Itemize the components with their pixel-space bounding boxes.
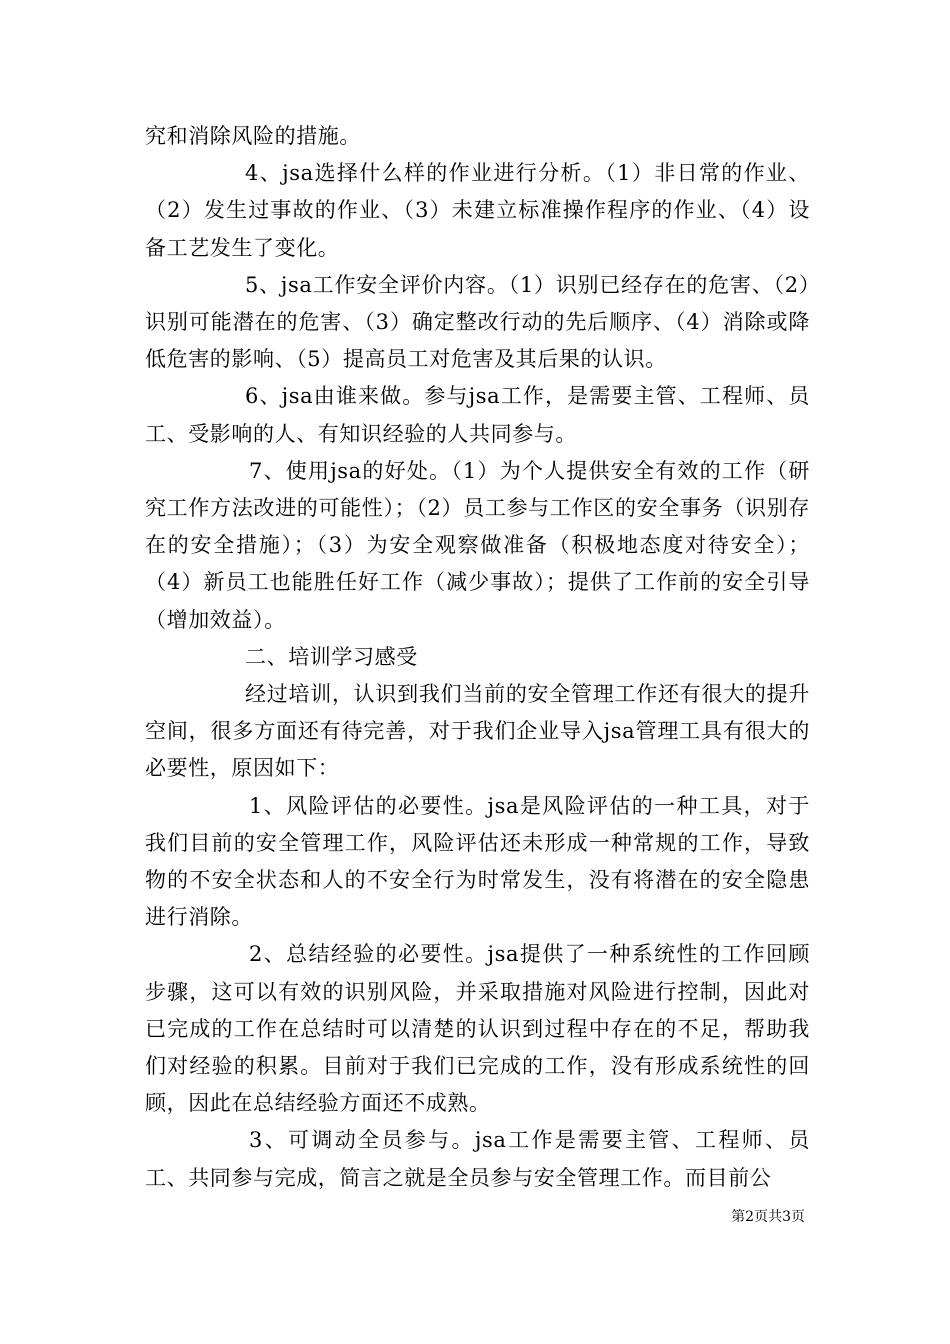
paragraph-item-4: 4、jsa选择什么样的作业进行分析。（1）非日常的作业、（2）发生过事故的作业、（3）未建立标准操作程序的作业、（4）设备工艺发生了变化。 xyxy=(145,161,810,260)
paragraph-reason-3: 3、可调动全员参与。jsa工作是需要主管、工程师、员工、共同参与完成，简言之就是全员参与安全管理工作。而目前公 xyxy=(145,1128,810,1190)
paragraph-continuation: 究和消除风险的措施。 xyxy=(145,124,361,148)
paragraph-item-7: 7、使用jsa的好处。（1）为个人提供安全有效的工作（研究工作方法改进的可能性）；（2）员工参与工作区的安全事务（识别存在的安全措施）；（3）为安全观察做准备（积极地态度对待安全）；（4）新员工也能胜任好工作（减少事故）；提供了工作前的安全引导（增加效益）。 xyxy=(145,458,810,632)
paragraph-item-6: 6、jsa由谁来做。参与jsa工作，是需要主管、工程师、员工、受影响的人、有知识经验的人共同参与。 xyxy=(145,384,810,446)
paragraph-item-5: 5、jsa工作安全评价内容。（1）识别已经存在的危害、（2）识别可能潜在的危害、（3）确定整改行动的先后顺序、（4）消除或降低危害的影响、（5）提高员工对危害及其后果的认识。 xyxy=(145,272,810,372)
page-number-footer: 第2页共3页 xyxy=(731,1209,805,1225)
document-body xyxy=(145,118,810,1197)
paragraph-intro: 经过培训，认识到我们当前的安全管理工作还有很大的提升空间，很多方面还有待完善，对于我们企业导入jsa管理工具有很大的必要性，原因如下： xyxy=(145,682,810,781)
paragraph-reason-2: 2、总结经验的必要性。jsa提供了一种系统性的工作回顾步骤，这可以有效的识别风险，并采取措施对风险进行控制，因此对已完成的工作在总结时可以清楚的认识到过程中存在的不足，帮助我们对经验的积累。目前对于我们已完成的工作，没有形成系统性的回顾，因此在总结经验方面还不成熟。 xyxy=(145,942,810,1116)
paragraph-reason-1: 1、风险评估的必要性。jsa是风险评估的一种工具，对于我们目前的安全管理工作，风险评估还未形成一种常规的工作，导致物的不安全状态和人的不安全行为时常发生，没有将潜在的安全隐患进行消除。 xyxy=(145,793,810,930)
section-heading: 二、培训学习感受 xyxy=(245,644,418,669)
